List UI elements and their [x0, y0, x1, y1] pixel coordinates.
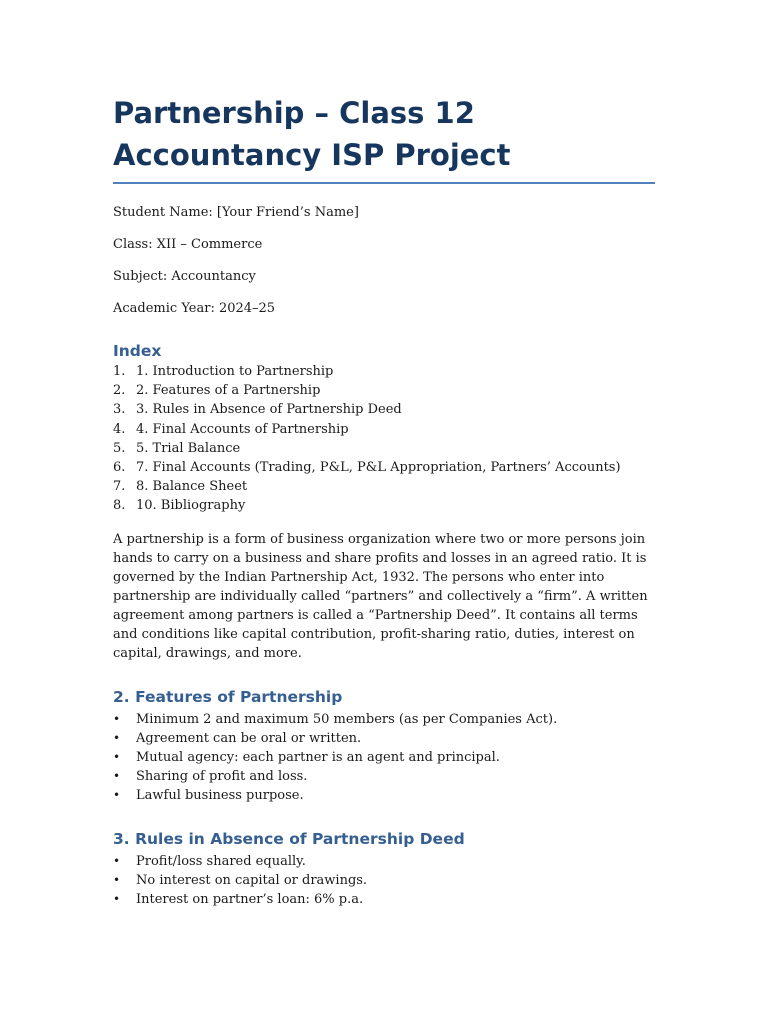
list-item-text: No interest on capital or drawings. [136, 872, 368, 888]
list-item-text: Lawful business purpose. [136, 788, 304, 804]
index-item [113, 439, 655, 458]
bullet-icon: • [113, 730, 121, 745]
features-list [113, 710, 655, 806]
index-item-number: 2. [113, 383, 126, 399]
list-item-text: Agreement can be oral or written. [136, 730, 362, 746]
features-heading: 2. Features of Partnership [113, 687, 343, 706]
class-line: Class: XII – Commerce [113, 237, 263, 252]
index-item-number: 8. [113, 498, 126, 514]
index-item-text: 3. Rules in Absence of Partnership Deed [136, 402, 402, 418]
index-item [113, 420, 655, 439]
index-item [113, 362, 655, 381]
list-item [113, 729, 655, 748]
index-item-number: 4. [113, 421, 126, 437]
index-item-text: 5. Trial Balance [136, 440, 241, 456]
student-name-line: Student Name: [Your Friend’s Name] [113, 205, 359, 220]
list-item-text: Mutual agency: each partner is an agent and principal. [136, 750, 500, 766]
list-item [113, 748, 655, 767]
subject-line: Subject: Accountancy [113, 269, 256, 284]
list-item-text: Profit/loss shared equally. [136, 853, 306, 869]
index-item-text: 4. Final Accounts of Partnership [136, 421, 349, 437]
list-item [113, 871, 655, 890]
document-title: Partnership – Class 12 Accountancy ISP Project [113, 92, 655, 184]
bullet-icon: • [113, 872, 121, 887]
index-item [113, 400, 655, 419]
index-item-number: 1. [113, 364, 126, 379]
index-list [113, 362, 655, 516]
index-item-text: 10. Bibliography [136, 498, 246, 514]
index-item [113, 381, 655, 400]
rules-heading: 3. Rules in Absence of Partnership Deed [113, 829, 465, 848]
list-item-text: Sharing of profit and loss. [136, 769, 308, 785]
index-item-number: 6. [113, 460, 126, 476]
rules-list [113, 852, 655, 910]
bullet-icon: • [113, 853, 121, 868]
index-item-number: 3. [113, 402, 126, 418]
list-item [113, 786, 655, 805]
bullet-icon: • [113, 750, 121, 765]
index-heading: Index [113, 342, 162, 360]
index-item [113, 496, 655, 515]
index-item-text: 7. Final Accounts (Trading, P&L, P&L Appropriation, Partners’ Accounts) [136, 460, 621, 476]
bullet-icon: • [113, 892, 121, 907]
index-item-number: 7. [113, 479, 126, 495]
document-page [113, 92, 655, 909]
index-item-number: 5. [113, 440, 126, 456]
academic-year-line: Academic Year: 2024–25 [113, 301, 276, 316]
bullet-icon: • [113, 769, 121, 784]
list-item [113, 890, 655, 909]
index-item-text: 8. Balance Sheet [136, 479, 248, 495]
index-item [113, 458, 655, 477]
bullet-icon: • [113, 788, 121, 803]
introduction-paragraph: A partnership is a form of business organization where two or more persons join hands to carry on a business and share profits and losses in an agreed ratio. It is governed by the Indian Partnership Act, 1932. The persons who enter into partnership are individually called “partners” and collectively a “firm”. A written agreement among partners is called a “Partnership Deed”. It contains all terms and conditions like capital contribution, profit-sharing ratio, duties, interest on capital, drawings, and more. [113, 531, 648, 661]
list-item [113, 852, 655, 871]
list-item [113, 710, 655, 729]
bullet-icon: • [113, 711, 121, 726]
index-item [113, 477, 655, 496]
list-item-text: Interest on partner’s loan: 6% p.a. [136, 892, 364, 908]
index-item-text: 2. Features of a Partnership [136, 383, 321, 399]
student-details [113, 204, 655, 318]
list-item-text: Minimum 2 and maximum 50 members (as per Companies Act). [136, 711, 558, 727]
index-item-text: 1. Introduction to Partnership [136, 364, 334, 379]
list-item [113, 767, 655, 786]
